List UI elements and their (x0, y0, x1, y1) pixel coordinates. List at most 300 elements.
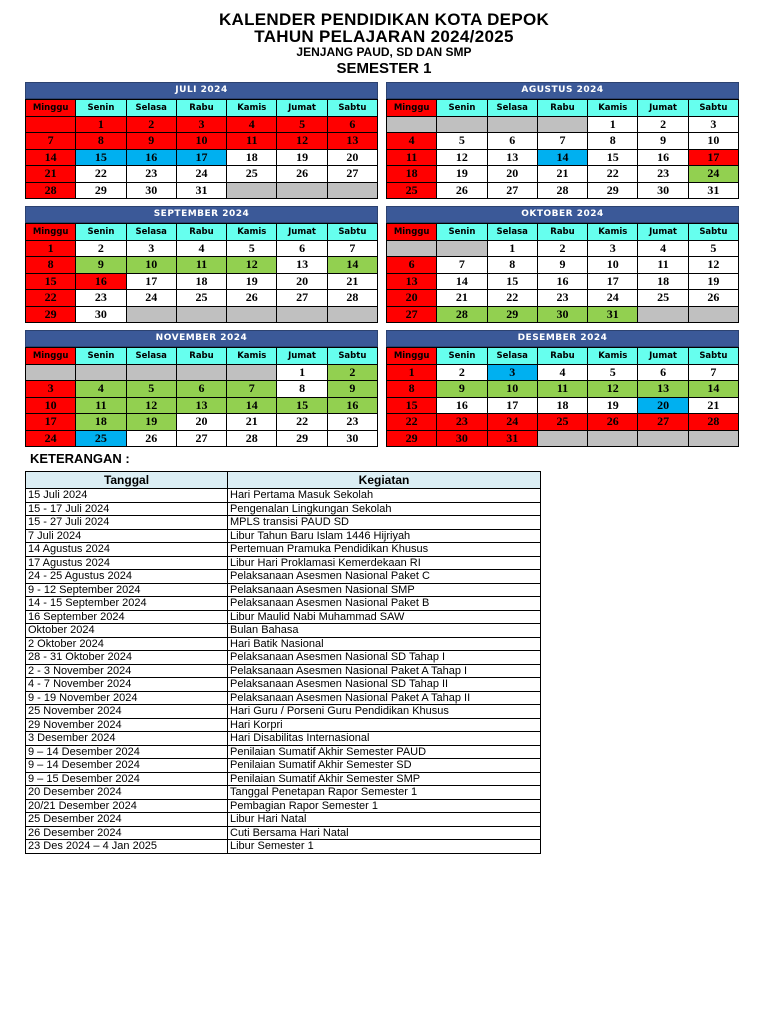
legend-row (26, 691, 541, 705)
day-cell: 30 (638, 183, 688, 200)
day-cell: 7 (538, 133, 588, 150)
day-cell: 7 (328, 241, 378, 258)
legend-date: 25 November 2024 (26, 705, 228, 719)
legend-table (25, 471, 541, 854)
legend-col-tanggal: Tanggal (26, 472, 228, 489)
day-name-header: Senin (437, 348, 487, 365)
day-cell: 1 (488, 241, 538, 258)
day-cell: 15 (277, 398, 327, 415)
empty-day-cell (638, 431, 688, 448)
day-cell: 20 (328, 150, 378, 167)
day-cell: 9 (127, 133, 177, 150)
legend-date: 9 – 15 Desember 2024 (26, 772, 228, 786)
legend-row (26, 597, 541, 611)
day-cell: 4 (538, 365, 588, 382)
legend-date: 16 September 2024 (26, 610, 228, 624)
legend-date: 26 Desember 2024 (26, 826, 228, 840)
month-grid (386, 223, 739, 323)
day-cell: 8 (26, 257, 76, 274)
day-name-header: Rabu (538, 224, 588, 241)
day-cell: 21 (538, 166, 588, 183)
day-cell: 24 (488, 414, 538, 431)
day-name-header: Kamis (588, 100, 638, 117)
legend-date: 9 – 14 Desember 2024 (26, 759, 228, 773)
day-cell: 12 (588, 381, 638, 398)
day-name-header: Minggu (387, 348, 437, 365)
day-name-header: Rabu (177, 224, 227, 241)
empty-day-cell (177, 365, 227, 382)
day-cell: 1 (588, 117, 638, 134)
day-name-header: Selasa (488, 224, 538, 241)
day-cell: 26 (277, 166, 327, 183)
day-cell: 3 (488, 365, 538, 382)
legend-activity: Pertemuan Pramuka Pendidikan Khusus (228, 543, 541, 557)
day-cell: 13 (277, 257, 327, 274)
day-cell: 4 (387, 133, 437, 150)
day-cell: 27 (277, 290, 327, 307)
legend-activity: Hari Batik Nasional (228, 637, 541, 651)
empty-day-cell (277, 183, 327, 200)
day-name-header: Jumat (638, 100, 688, 117)
empty-day-cell (328, 183, 378, 200)
day-name-header: Kamis (227, 224, 277, 241)
legend-activity: Pelaksanaan Asesmen Nasional Paket C (228, 570, 541, 584)
day-cell: 25 (76, 431, 126, 448)
day-name-header: Sabtu (328, 348, 378, 365)
legend-row (26, 678, 541, 692)
day-cell: 19 (227, 274, 277, 291)
legend-row (26, 718, 541, 732)
day-cell: 16 (127, 150, 177, 167)
day-cell: 1 (277, 365, 327, 382)
legend-activity: Pelaksanaan Asesmen Nasional Paket A Tahap I (228, 664, 541, 678)
legend-date: 9 – 14 Desember 2024 (26, 745, 228, 759)
day-cell: 19 (437, 166, 487, 183)
day-name-header: Sabtu (328, 224, 378, 241)
legend-activity: Tanggal Penetapan Rapor Semester 1 (228, 786, 541, 800)
day-name-header: Rabu (177, 348, 227, 365)
day-cell: 18 (387, 166, 437, 183)
legend-date: 20 Desember 2024 (26, 786, 228, 800)
day-name-header: Rabu (538, 100, 588, 117)
legend-date: 15 - 17 Juli 2024 (26, 502, 228, 516)
day-cell: 7 (689, 365, 739, 382)
day-cell: 7 (227, 381, 277, 398)
day-cell: 15 (387, 398, 437, 415)
day-cell: 11 (638, 257, 688, 274)
day-cell: 3 (588, 241, 638, 258)
day-cell: 14 (538, 150, 588, 167)
legend-activity: Pengenalan Lingkungan Sekolah (228, 502, 541, 516)
day-name-header: Sabtu (328, 100, 378, 117)
day-cell: 6 (387, 257, 437, 274)
day-cell: 28 (689, 414, 739, 431)
legend-date: 28 - 31 Oktober 2024 (26, 651, 228, 665)
legend-row (26, 583, 541, 597)
legend-row (26, 637, 541, 651)
legend-row (26, 543, 541, 557)
day-cell: 2 (328, 365, 378, 382)
day-cell: 27 (387, 307, 437, 324)
empty-day-cell (588, 431, 638, 448)
day-cell: 8 (277, 381, 327, 398)
day-cell: 1 (26, 241, 76, 258)
empty-day-cell (227, 183, 277, 200)
day-cell: 22 (76, 166, 126, 183)
day-cell: 8 (76, 133, 126, 150)
day-cell: 10 (689, 133, 739, 150)
day-cell: 13 (328, 133, 378, 150)
day-cell: 30 (127, 183, 177, 200)
day-cell: 5 (689, 241, 739, 258)
legend-date: 2 - 3 November 2024 (26, 664, 228, 678)
day-cell: 10 (588, 257, 638, 274)
day-cell: 25 (387, 183, 437, 200)
day-name-header: Sabtu (689, 100, 739, 117)
day-cell: 21 (689, 398, 739, 415)
day-cell: 27 (328, 166, 378, 183)
day-cell: 16 (538, 274, 588, 291)
legend-date: 24 - 25 Agustus 2024 (26, 570, 228, 584)
day-name-header: Senin (76, 100, 126, 117)
day-cell: 29 (277, 431, 327, 448)
day-cell: 13 (638, 381, 688, 398)
legend-row (26, 529, 541, 543)
day-cell: 10 (177, 133, 227, 150)
day-cell: 5 (277, 117, 327, 134)
legend-row (26, 489, 541, 503)
legend-activity: Libur Hari Natal (228, 813, 541, 827)
legend-row (26, 610, 541, 624)
day-cell: 31 (588, 307, 638, 324)
day-cell: 17 (488, 398, 538, 415)
day-cell: 11 (538, 381, 588, 398)
day-cell: 11 (177, 257, 227, 274)
day-name-header: Selasa (488, 348, 538, 365)
day-cell: 22 (387, 414, 437, 431)
day-cell: 17 (689, 150, 739, 167)
day-cell: 3 (127, 241, 177, 258)
legend-activity: Pelaksanaan Asesmen Nasional Paket A Tahap II (228, 691, 541, 705)
legend-activity: Libur Semester 1 (228, 840, 541, 854)
month-calendar-desember (386, 330, 739, 447)
legend-activity: Hari Pertama Masuk Sekolah (228, 489, 541, 503)
legend-row (26, 786, 541, 800)
day-name-header: Kamis (588, 224, 638, 241)
day-cell: 2 (437, 365, 487, 382)
legend-activity: Hari Disabilitas Internasional (228, 732, 541, 746)
day-cell: 4 (638, 241, 688, 258)
empty-day-cell (538, 117, 588, 134)
day-cell: 4 (227, 117, 277, 134)
legend-row (26, 826, 541, 840)
day-cell: 24 (177, 166, 227, 183)
legend-row (26, 813, 541, 827)
legend-date: 2 Oktober 2024 (26, 637, 228, 651)
day-cell: 22 (588, 166, 638, 183)
day-cell: 2 (76, 241, 126, 258)
legend-row (26, 705, 541, 719)
legend-date: 14 - 15 September 2024 (26, 597, 228, 611)
month-header: OKTOBER 2024 (386, 206, 739, 223)
day-cell: 20 (488, 166, 538, 183)
day-cell: 13 (177, 398, 227, 415)
day-cell: 6 (277, 241, 327, 258)
day-name-header: Senin (76, 224, 126, 241)
day-name-header: Jumat (277, 348, 327, 365)
day-cell: 30 (328, 431, 378, 448)
day-cell: 22 (277, 414, 327, 431)
legend-row (26, 570, 541, 584)
empty-day-cell (437, 117, 487, 134)
legend-date: 9 - 19 November 2024 (26, 691, 228, 705)
empty-day-cell (277, 307, 327, 324)
month-header: JULI 2024 (25, 82, 378, 99)
day-cell: 23 (76, 290, 126, 307)
day-name-header: Jumat (638, 348, 688, 365)
month-calendar-juli (25, 82, 378, 199)
day-cell: 18 (538, 398, 588, 415)
day-cell: 29 (76, 183, 126, 200)
day-cell: 17 (177, 150, 227, 167)
day-cell: 30 (76, 307, 126, 324)
month-header: DESEMBER 2024 (386, 330, 739, 347)
day-cell: 14 (26, 150, 76, 167)
month-grid (25, 347, 378, 447)
day-name-header: Selasa (488, 100, 538, 117)
day-cell: 29 (26, 307, 76, 324)
day-cell: 18 (177, 274, 227, 291)
day-cell: 31 (488, 431, 538, 448)
month-grid (25, 223, 378, 323)
month-calendar-agustus (386, 82, 739, 199)
empty-day-cell (328, 307, 378, 324)
day-name-header: Selasa (127, 224, 177, 241)
empty-day-cell (638, 307, 688, 324)
day-cell: 21 (227, 414, 277, 431)
legend-activity: Pelaksanaan Asesmen Nasional SD Tahap I (228, 651, 541, 665)
day-cell: 3 (689, 117, 739, 134)
day-cell: 11 (227, 133, 277, 150)
keterangan-label: KETERANGAN : (30, 451, 130, 466)
day-cell: 13 (488, 150, 538, 167)
day-cell: 16 (638, 150, 688, 167)
day-cell: 25 (227, 166, 277, 183)
day-cell: 19 (127, 414, 177, 431)
empty-day-cell (177, 307, 227, 324)
empty-day-cell (76, 365, 126, 382)
day-cell: 24 (26, 431, 76, 448)
legend-activity: Penilaian Sumatif Akhir Semester SMP (228, 772, 541, 786)
day-cell: 23 (437, 414, 487, 431)
legend-row (26, 624, 541, 638)
day-cell: 5 (437, 133, 487, 150)
legend-date: 7 Juli 2024 (26, 529, 228, 543)
legend-row (26, 745, 541, 759)
academic-year-title: TAHUN PELAJARAN 2024/2025 (254, 27, 514, 46)
day-name-header: Rabu (177, 100, 227, 117)
day-cell: 1 (387, 365, 437, 382)
legend-activity: Cuti Bersama Hari Natal (228, 826, 541, 840)
day-cell: 18 (638, 274, 688, 291)
empty-day-cell (127, 365, 177, 382)
day-cell: 20 (387, 290, 437, 307)
legend-date: 23 Des 2024 – 4 Jan 2025 (26, 840, 228, 854)
legend-date: 15 Juli 2024 (26, 489, 228, 503)
day-cell: 9 (638, 133, 688, 150)
legend-row (26, 556, 541, 570)
legend-date: 9 - 12 September 2024 (26, 583, 228, 597)
legend-activity: Pelaksanaan Asesmen Nasional SMP (228, 583, 541, 597)
day-cell: 19 (277, 150, 327, 167)
month-grid (386, 99, 739, 199)
day-cell: 17 (26, 414, 76, 431)
day-cell: 9 (76, 257, 126, 274)
day-name-header: Minggu (387, 224, 437, 241)
day-cell: 27 (488, 183, 538, 200)
day-cell: 6 (328, 117, 378, 134)
legend-date: Oktober 2024 (26, 624, 228, 638)
month-grid (25, 99, 378, 199)
day-cell: 16 (328, 398, 378, 415)
day-cell: 26 (227, 290, 277, 307)
day-cell: 30 (538, 307, 588, 324)
legend-row (26, 664, 541, 678)
legend-date: 3 Desember 2024 (26, 732, 228, 746)
day-name-header: Minggu (387, 100, 437, 117)
day-cell: 28 (26, 183, 76, 200)
legend-activity: Penilaian Sumatif Akhir Semester PAUD (228, 745, 541, 759)
legend-header-row (26, 472, 541, 489)
empty-day-cell (488, 117, 538, 134)
day-cell: 19 (588, 398, 638, 415)
legend-row (26, 732, 541, 746)
day-cell: 21 (328, 274, 378, 291)
day-name-header: Jumat (638, 224, 688, 241)
day-cell: 14 (328, 257, 378, 274)
day-cell: 23 (638, 166, 688, 183)
level-subtitle: JENJANG PAUD, SD DAN SMP (296, 45, 472, 59)
day-cell: 9 (538, 257, 588, 274)
day-cell: 2 (538, 241, 588, 258)
day-cell: 18 (227, 150, 277, 167)
day-cell: 21 (26, 166, 76, 183)
day-cell: 20 (177, 414, 227, 431)
legend-row (26, 502, 541, 516)
day-cell: 5 (127, 381, 177, 398)
empty-day-cell (26, 365, 76, 382)
legend-activity: Libur Tahun Baru Islam 1446 Hijriyah (228, 529, 541, 543)
day-name-header: Kamis (227, 100, 277, 117)
day-cell: 31 (689, 183, 739, 200)
day-cell: 10 (26, 398, 76, 415)
day-cell: 12 (227, 257, 277, 274)
day-cell: 16 (437, 398, 487, 415)
day-cell: 26 (588, 414, 638, 431)
legend-activity: Bulan Bahasa (228, 624, 541, 638)
day-name-header: Selasa (127, 100, 177, 117)
day-cell: 5 (227, 241, 277, 258)
day-cell: 12 (277, 133, 327, 150)
day-cell: 3 (26, 381, 76, 398)
day-cell: 30 (437, 431, 487, 448)
day-name-header: Selasa (127, 348, 177, 365)
month-calendar-november (25, 330, 378, 447)
day-name-header: Minggu (26, 224, 76, 241)
day-cell: 24 (689, 166, 739, 183)
day-cell: 31 (177, 183, 227, 200)
day-cell: 10 (127, 257, 177, 274)
legend-date: 4 - 7 November 2024 (26, 678, 228, 692)
day-name-header: Kamis (588, 348, 638, 365)
legend-activity: Pelaksanaan Asesmen Nasional Paket B (228, 597, 541, 611)
day-name-header: Jumat (277, 224, 327, 241)
day-cell: 16 (76, 274, 126, 291)
day-cell: 11 (76, 398, 126, 415)
month-header: SEPTEMBER 2024 (25, 206, 378, 223)
day-cell: 8 (387, 381, 437, 398)
day-cell: 6 (638, 365, 688, 382)
day-cell: 5 (588, 365, 638, 382)
empty-day-cell (689, 431, 739, 448)
day-cell: 6 (488, 133, 538, 150)
legend-activity: Libur Maulid Nabi Muhammad SAW (228, 610, 541, 624)
day-name-header: Senin (76, 348, 126, 365)
day-cell: 26 (689, 290, 739, 307)
day-name-header: Minggu (26, 100, 76, 117)
day-cell: 12 (689, 257, 739, 274)
day-cell: 28 (328, 290, 378, 307)
day-cell: 2 (127, 117, 177, 134)
empty-day-cell (127, 307, 177, 324)
month-calendar-september (25, 206, 378, 323)
day-cell: 4 (177, 241, 227, 258)
day-cell: 14 (227, 398, 277, 415)
day-cell: 17 (588, 274, 638, 291)
day-name-header: Minggu (26, 348, 76, 365)
legend-row (26, 516, 541, 530)
day-cell: 10 (488, 381, 538, 398)
day-cell: 27 (638, 414, 688, 431)
day-cell: 26 (437, 183, 487, 200)
legend-row (26, 799, 541, 813)
day-cell: 15 (488, 274, 538, 291)
day-cell: 26 (127, 431, 177, 448)
day-cell: 15 (76, 150, 126, 167)
day-cell: 17 (127, 274, 177, 291)
day-cell: 29 (588, 183, 638, 200)
month-header: AGUSTUS 2024 (386, 82, 739, 99)
day-cell: 27 (177, 431, 227, 448)
day-name-header: Jumat (277, 100, 327, 117)
day-cell: 25 (638, 290, 688, 307)
day-cell: 14 (689, 381, 739, 398)
semester-title: SEMESTER 1 (336, 60, 432, 77)
legend-row (26, 651, 541, 665)
day-cell: 23 (127, 166, 177, 183)
day-cell: 9 (437, 381, 487, 398)
day-name-header: Kamis (227, 348, 277, 365)
day-cell: 25 (177, 290, 227, 307)
day-cell: 7 (26, 133, 76, 150)
empty-day-cell (538, 431, 588, 448)
day-cell: 28 (437, 307, 487, 324)
day-cell: 1 (76, 117, 126, 134)
day-cell: 24 (588, 290, 638, 307)
empty-day-cell (26, 117, 76, 134)
day-cell: 29 (387, 431, 437, 448)
empty-day-cell (227, 365, 277, 382)
